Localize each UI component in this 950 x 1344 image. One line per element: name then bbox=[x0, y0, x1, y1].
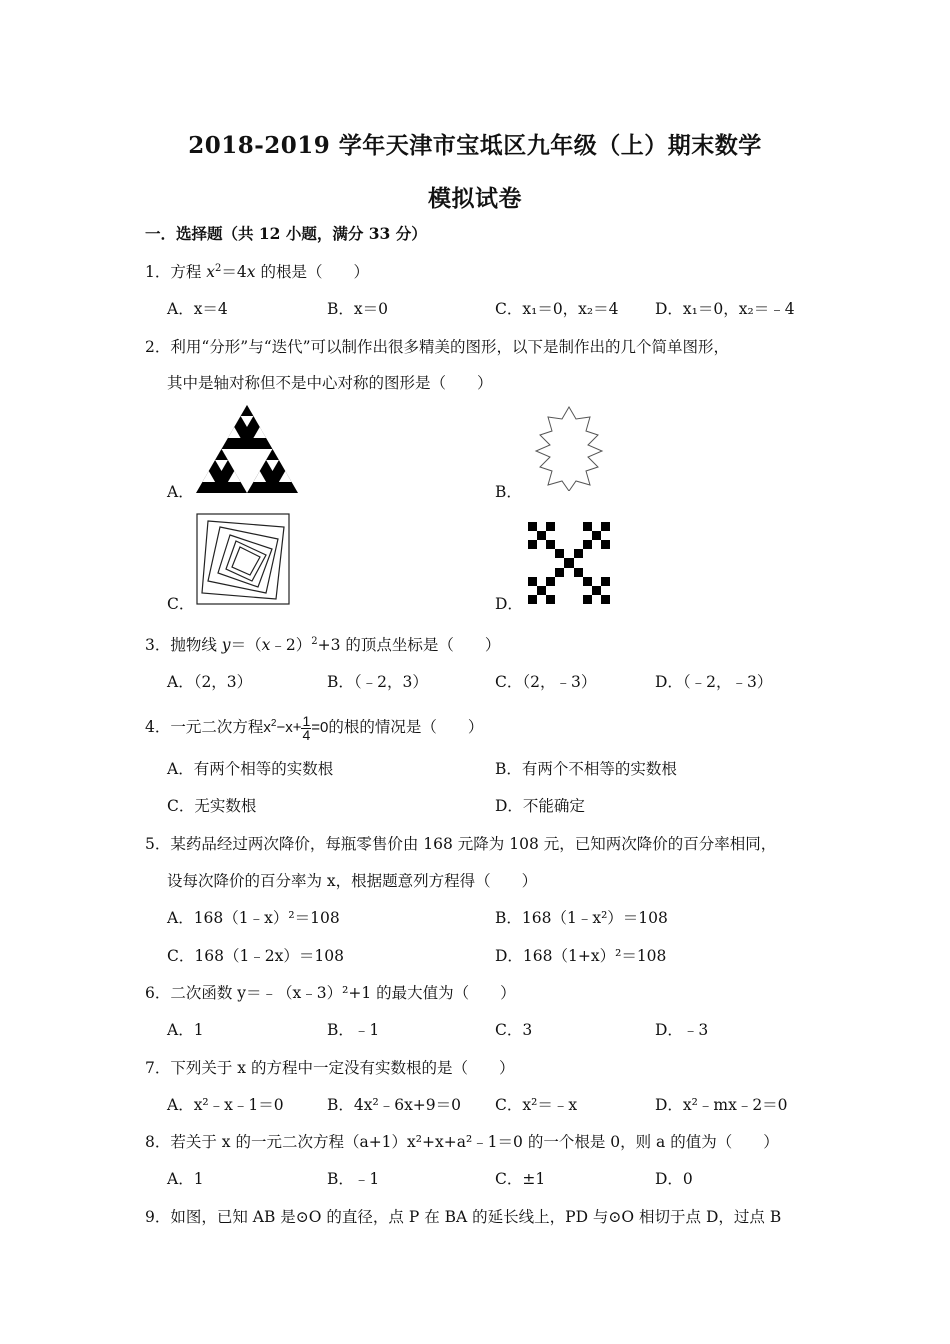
question-4-option-d: D．不能确定 bbox=[495, 797, 585, 815]
question-4-option-c: C．无实数根 bbox=[167, 797, 257, 815]
exam-title-line1: 2018-2019 学年天津市宝坻区九年级（上）期末数学 bbox=[188, 132, 762, 159]
sierpinski-triangle-figure bbox=[196, 405, 298, 493]
question-7-option-d: D．x²﹣mx﹣2＝0 bbox=[655, 1096, 788, 1114]
question-1-option-b: B．x＝0 bbox=[327, 300, 388, 318]
question-8-stem: 8．若关于 x 的一元二次方程（a+1）x²+x+a²﹣1＝0 的一个根是 0，则 a 的值为（ ） bbox=[145, 1133, 779, 1151]
question-2-label-a: A． bbox=[167, 483, 194, 501]
checker-x-figure bbox=[528, 522, 610, 604]
exam-title-line2: 模拟试卷 bbox=[428, 185, 522, 212]
question-2-stem-line2: 其中是轴对称但不是中心对称的图形是（ ） bbox=[167, 374, 493, 392]
question-7-option-c: C．x²＝﹣x bbox=[495, 1096, 578, 1114]
question-6-option-a: A．1 bbox=[167, 1021, 204, 1039]
question-3-option-c: C．（2，﹣3） bbox=[495, 673, 597, 691]
question-6-option-c: C．3 bbox=[495, 1021, 533, 1039]
question-2-stem-line1: 2．利用“分形”与“迭代”可以制作出很多精美的图形，以下是制作出的几个简单图形， bbox=[145, 338, 730, 356]
question-5-option-b: B．168（1﹣x²）＝108 bbox=[495, 909, 668, 927]
koch-snowflake-figure bbox=[524, 405, 614, 491]
question-9-stem: 9．如图，已知 AB 是⊙O 的直径，点 P 在 BA 的延长线上，PD 与⊙O 相切于点 D，过点 B bbox=[145, 1208, 782, 1226]
question-6-option-b: B．﹣1 bbox=[327, 1021, 380, 1039]
question-3-option-d: D．（﹣2，﹣3） bbox=[655, 673, 773, 691]
question-5-option-c: C．168（1﹣2x）＝108 bbox=[167, 947, 344, 965]
question-1-stem: 1．方程 $x^2=4x$ 的根是（ ） bbox=[145, 263, 369, 281]
question-7-option-a: A．x²﹣x﹣1＝0 bbox=[167, 1096, 284, 1114]
question-8-option-b: B．﹣1 bbox=[327, 1170, 380, 1188]
question-1-option-c: C．x₁＝0，x₂＝4 bbox=[495, 300, 619, 318]
question-4-option-b: B．有两个不相等的实数根 bbox=[495, 760, 677, 778]
question-5-option-d: D．168（1+x）²＝108 bbox=[495, 947, 667, 965]
nested-squares-figure bbox=[196, 513, 290, 605]
question-8-option-d: D．0 bbox=[655, 1170, 693, 1188]
question-2-label-c: C． bbox=[167, 595, 195, 613]
section-heading: 一．选择题（共 12 小题，满分 33 分） bbox=[145, 224, 427, 243]
question-2-label-b: B． bbox=[495, 483, 522, 501]
question-8-option-a: A．1 bbox=[167, 1170, 204, 1188]
question-4-equation: $x^2-x+$ $\frac{1}{4}$ =0 bbox=[263, 712, 329, 743]
question-7-option-b: B．4x²﹣6x+9＝0 bbox=[327, 1096, 462, 1114]
question-8-option-c: C．±1 bbox=[495, 1170, 546, 1188]
question-6-option-d: D．﹣3 bbox=[655, 1021, 709, 1039]
question-1-option-a: A．x＝4 bbox=[167, 300, 228, 318]
question-7-stem: 7．下列关于 x 的方程中一定没有实数根的是（ ） bbox=[145, 1059, 515, 1077]
question-2-label-d: D． bbox=[495, 595, 523, 613]
question-5-stem-line1: 5．某药品经过两次降价，每瓶零售价由 168 元降为 108 元，已知两次降价的百分率相同， bbox=[145, 835, 777, 853]
question-3-stem: 3．抛物线 y＝（x﹣2）$^2$+3 的顶点坐标是（ ） bbox=[145, 636, 501, 654]
question-1-option-d: D．x₁＝0，x₂＝﹣4 bbox=[655, 300, 795, 318]
question-5-stem-line2: 设每次降价的百分率为 x，根据题意列方程得（ ） bbox=[167, 872, 538, 890]
question-4-stem: 4．一元二次方程$x^2-x+$ $\frac{1}{4}$ =0的根的情况是（ ） bbox=[145, 712, 484, 743]
question-6-stem: 6．二次函数 y＝﹣（x﹣3）²+1 的最大值为（ ） bbox=[145, 984, 516, 1002]
question-3-option-b: B．（﹣2，3） bbox=[327, 673, 428, 691]
question-5-option-a: A．168（1﹣x）²＝108 bbox=[167, 909, 340, 927]
question-3-option-a: A．（2，3） bbox=[167, 673, 253, 691]
question-4-option-a: A．有两个相等的实数根 bbox=[167, 760, 334, 778]
